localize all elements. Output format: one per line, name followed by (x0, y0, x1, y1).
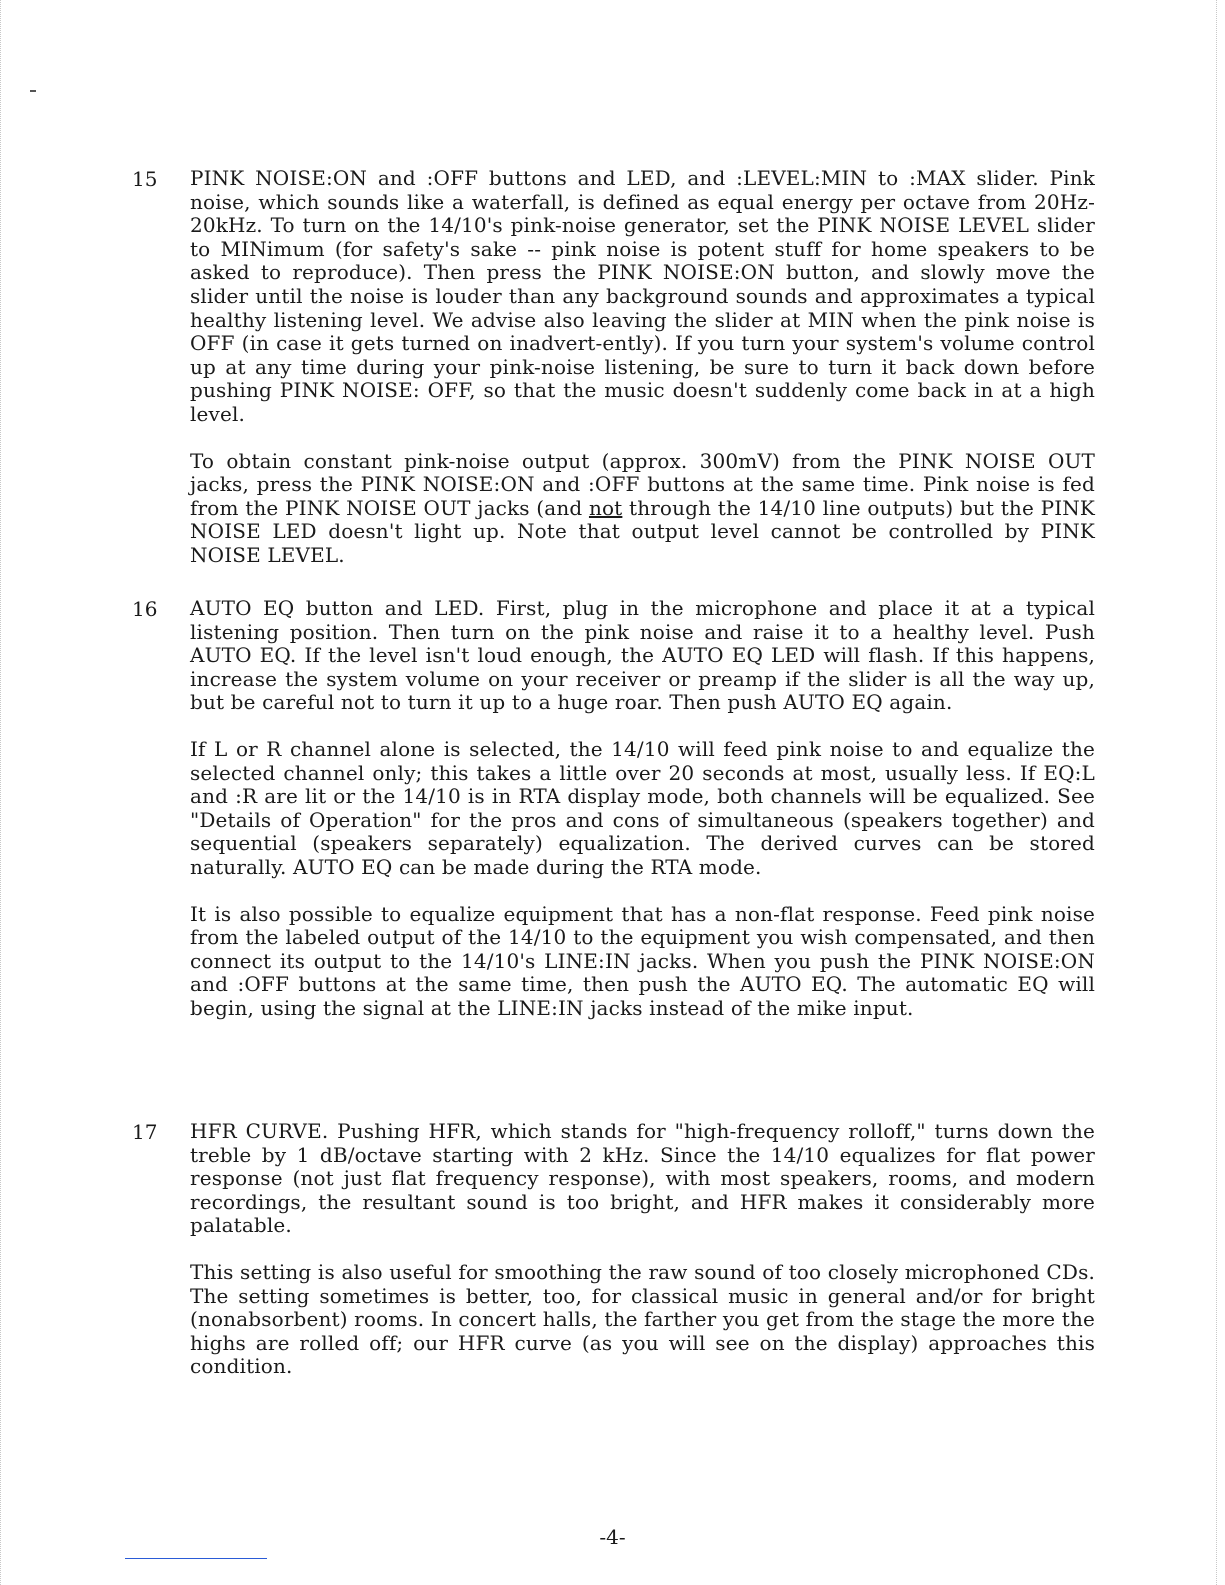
footer-rule (125, 1558, 267, 1559)
section-body (190, 167, 1095, 591)
paragraph-text: through the 14/10 line outputs) but the PINK NOISE LED doesn't light up. Note that output level cannot be controlled by PINK NOISE LEVEL. (190, 495, 1095, 567)
paragraph-auto-eq: AUTO EQ button and LED. First, plug in the microphone and place it at a typical listening position. Then turn on the pink noise and raise it to a healthy level. Push AUTO EQ. If the level isn't loud enough, the AUTO EQ LED will flash. If this happens, increase the system volume on your receiver or preamp if the slider is all the way up, but be careful not to turn it up to a huge roar. Then push AUTO EQ again. (190, 596, 1095, 715)
section-body (190, 597, 1095, 1044)
section-body (190, 1120, 1095, 1402)
paragraph-equipment-eq: It is also possible to equalize equipment that has a non-flat response. Feed pink noise from the labeled output of the 14/10 to the equipment you wish compensated, and then connect its output to the 14/10's LINE:IN jacks. When you push the PINK NOISE:ON and :OFF buttons at the same time, then push the AUTO EQ. The automatic EQ will begin, using the signal at the LINE:IN jacks instead of the mike input. (190, 901, 1095, 1020)
section-number: 17 (132, 1120, 158, 1144)
paragraph-hfr-curve: HFR CURVE. Pushing HFR, which stands for "high-frequency rolloff," turns down the treble by 1 dB/octave starting with 2 kHz. Since the 14/10 equalizes for flat power response (not just flat frequency response), with most speakers, rooms, and modern recordings, the resultant sound is too bright, and HFR makes it considerably more palatable. (190, 1119, 1095, 1238)
paragraph-pink-noise-controls: PINK NOISE:ON and :OFF buttons and LED, and :LEVEL:MIN to :MAX slider. Pink noise, which sounds like a waterfall, is defined as equal energy per octave from 20Hz-20kHz. To turn on the 14/10's pink-noise generator, set the PINK NOISE LEVEL slider to MINimum (for safety's sake -- pink noise is potent stuff for home speakers to be asked to reproduce). Then press the PINK NOISE:ON button, and slowly move the slider until the noise is louder than any background sounds and approximates a typical healthy listening level. We advise also leaving the slider at MIN when the pink noise is OFF (in case it gets turned on inadvert-ently). If you turn your system's volume control up at any time during your pink-noise listening, be sure to turn it back down before pushing PINK NOISE: OFF, so that the music doesn't suddenly come back in at a high level. (190, 166, 1095, 426)
paragraph-channel-selection: If L or R channel alone is selected, the 14/10 will feed pink noise to and equalize the selected channel only; this takes a little over 20 seconds at most, usually less. If EQ:L and :R are lit or the 14/10 is in RTA display mode, both channels will be equalized. See "Details of Operation" for the pros and cons of simultaneous (speakers together) and sequential (speakers separately) equalization. The derived curves can be stored naturally. AUTO EQ can be made during the RTA mode. (190, 736, 1095, 879)
scan-edge-left (0, 0, 3, 1585)
section-number: 15 (132, 167, 158, 191)
section-number: 16 (132, 597, 158, 621)
paragraph-text: To obtain constant pink-noise output (approx. 300mV) from the PINK NOISE OUT jacks, press the PINK NOISE:ON and :OFF buttons at the same time. Pink noise is fed from the PINK NOISE OUT jacks (and (190, 448, 1095, 520)
paragraph-pink-noise-output (190, 450, 1095, 568)
page-number: -4- (599, 1525, 626, 1549)
underlined-word: not (588, 495, 623, 520)
paragraph-hfr-usage: This setting is also useful for smoothing the raw sound of too closely microphoned CDs. The setting sometimes is better, too, for classical music in general and/or for bright (nonabsorbent) rooms. In concert halls, the farther you get from the stage the more the highs are rolled off; our HFR curve (as you will see on the display) approaches this condition. (190, 1259, 1095, 1379)
scan-edge-right (1216, 0, 1219, 1585)
scan-mark (30, 90, 36, 92)
